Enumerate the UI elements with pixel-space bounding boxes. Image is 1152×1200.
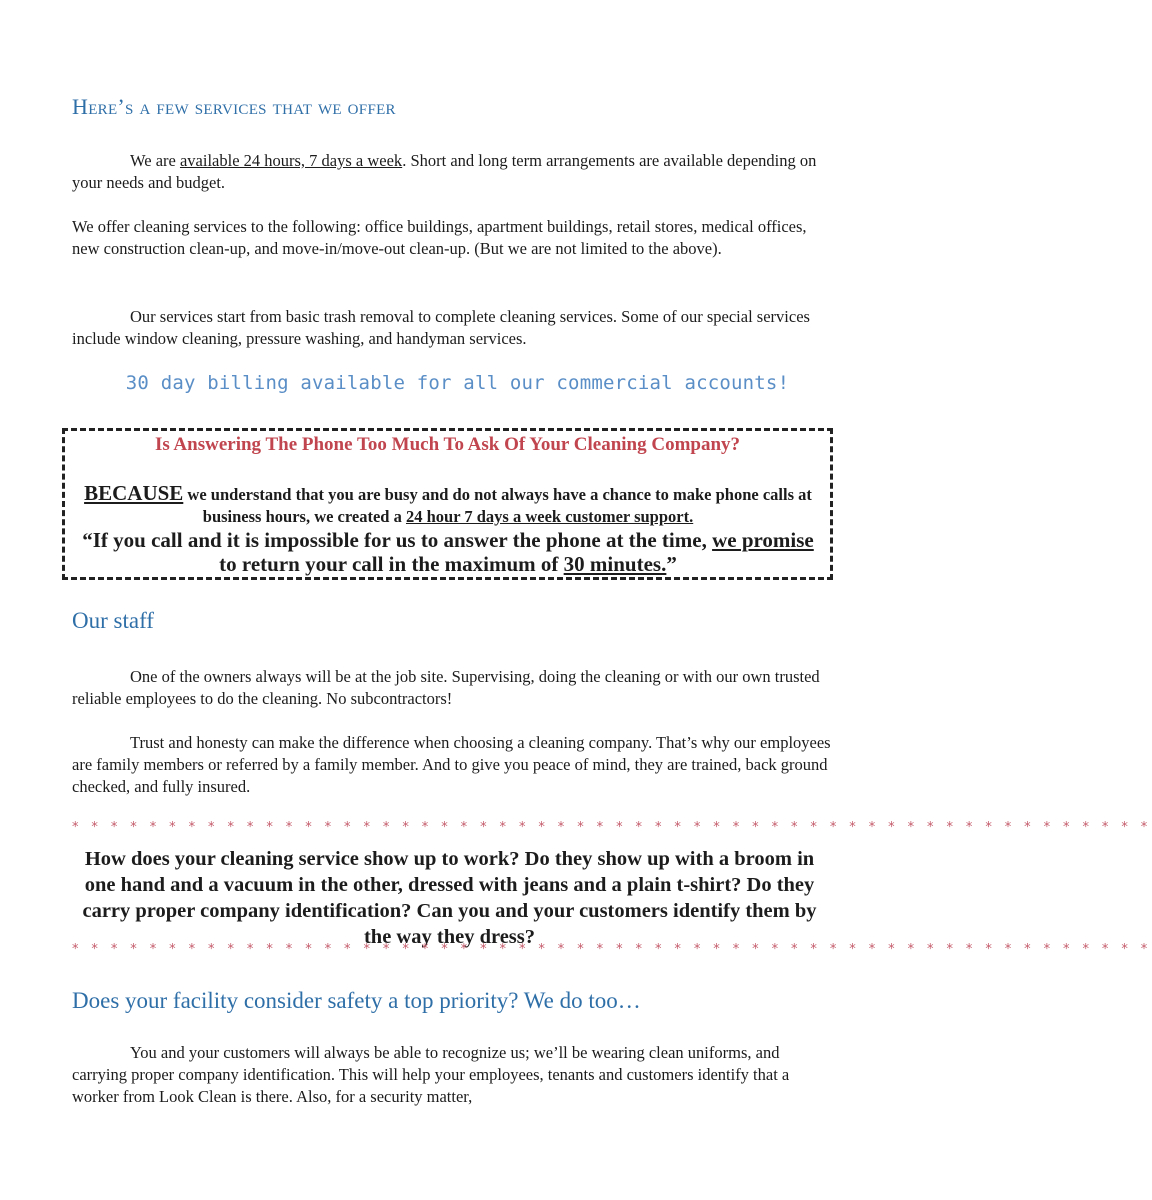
promo-support-underlined: 24 hour 7 days a week customer support.: [405, 507, 694, 526]
promo-quote-end: ”: [666, 552, 677, 576]
promo-quote-b: to return your call in the maximum of: [219, 552, 564, 576]
promo-quote-promise: we promise: [712, 528, 814, 552]
staff-heading: Our staff: [72, 608, 154, 633]
availability-paragraph: [72, 150, 832, 194]
availability-rest: . Short and long term arrangements are available depending on your needs and budget.: [72, 151, 817, 192]
star-divider-top: * * * * * * * * * * * * * * * * * * * * * * * * * * * * * * * * * * * * * * * * * * * * * * * * * * * * * * * *: [72, 820, 1152, 835]
promo-quote: [82, 528, 814, 576]
services-list-paragraph: We offer cleaning services to the following: office buildings, apartment buildings, retail stores, medical offices, new construction clean-up, and move-in/move-out clean-up. (But we are not limited to the above).: [72, 217, 807, 258]
callout-question: How does your cleaning service show up to work? Do they show up with a broom in one hand and a vacuum in the other, dressed with jeans and a plain t-shirt? Do they carry proper company identification? Can you and your customers identify them by the way they dress?: [82, 848, 817, 948]
promo-quote-a: “If you call and it is impossible for us to answer the phone at the time,: [82, 528, 713, 552]
promo-text: [82, 482, 814, 528]
star-divider-bottom: * * * * * * * * * * * * * * * * * * * * * * * * * * * * * * * * * * * * * * * * * * * * * * * * * * * * * * * *: [72, 942, 1152, 957]
safety-paragraph: You and your customers will always be able to recognize us; we’ll be wearing clean uniforms, and carrying proper company identification. This will help your employees, tenants and customers identify that a worker from Look Clean is there. Also, for a security matter,: [72, 1043, 790, 1106]
promo-quote-minutes: 30 minutes.: [563, 552, 667, 576]
promo-title: Is Answering The Phone Too Much To Ask Of Your Cleaning Company?: [154, 434, 741, 455]
staff-paragraph-2: Trust and honesty can make the difference when choosing a cleaning company. That’s why our employees are family members or referred by a family member. And to give you peace of mind, they are trained, back ground checked, and fully insured.: [72, 733, 831, 796]
staff-paragraph-1: One of the owners always will be at the job site. Supervising, doing the cleaning or with our own trusted reliable employees to do the cleaning. No subcontractors!: [72, 667, 820, 708]
safety-heading: Does your facility consider safety a top priority? We do too…: [72, 988, 641, 1013]
promo-because: BECAUSE: [84, 481, 184, 505]
availability-lead: We are: [130, 151, 180, 170]
billing-note: 30 day billing available for all our commercial accounts!: [125, 372, 790, 394]
promo-text-a: we understand that you are busy and do not always have a chance to make phone calls at business hours, we created a: [183, 485, 812, 526]
availability-underlined: available 24 hours, 7 days a week: [179, 151, 403, 170]
services-range-paragraph: Our services start from basic trash removal to complete cleaning services. Some of our special services include window cleaning, pressure washing, and handyman services.: [72, 307, 810, 348]
services-heading: Here’s a few services that we offer: [72, 94, 396, 119]
